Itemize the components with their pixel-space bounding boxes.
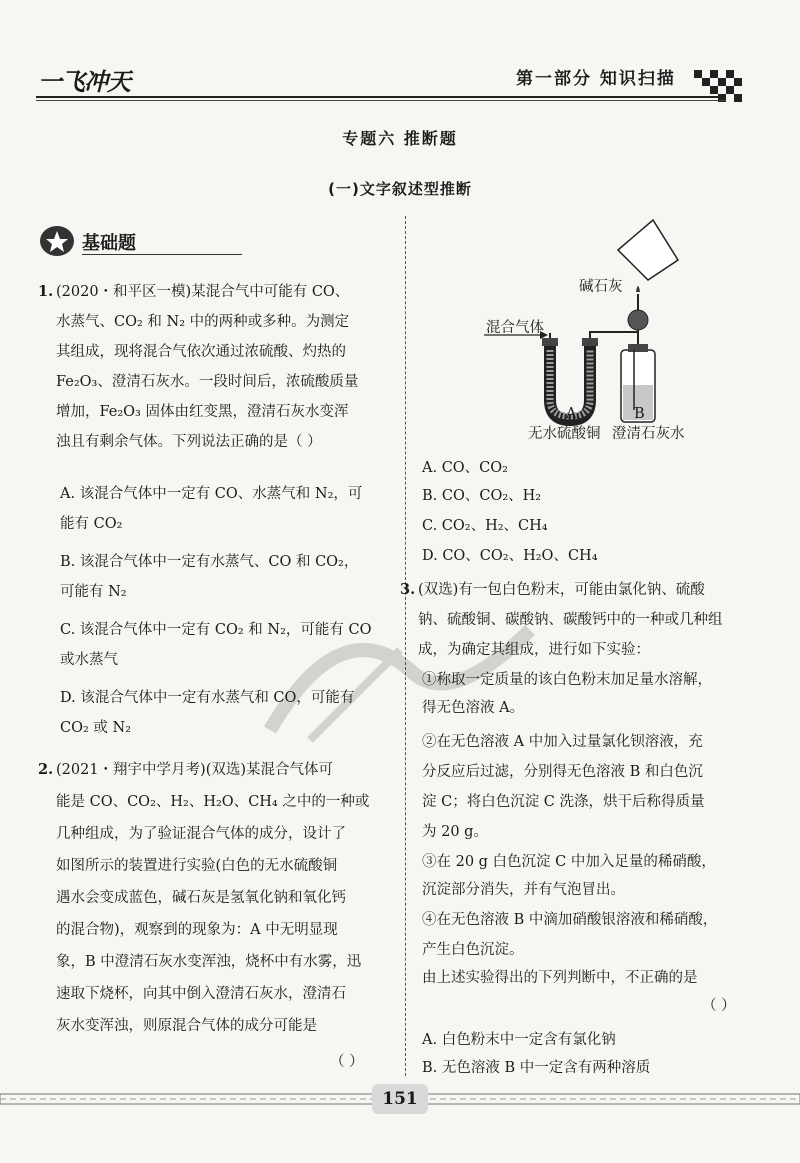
- q2-option-c: C. CO₂、H₂、CH₄: [422, 518, 548, 534]
- text-line: (2021・翔宇中学月考)(双选)某混合气体可: [56, 762, 334, 778]
- option-a: A. 该混合气体中一定有 CO、水蒸气和 N₂，可: [60, 486, 363, 502]
- soda-lime-label: 碱石灰: [579, 279, 623, 295]
- text-line: 成，为确定其组成，进行如下实验：: [418, 642, 650, 658]
- step-1-cont: 得无色溶液 A。: [422, 700, 525, 716]
- label-b: B: [634, 406, 645, 422]
- badge-underline: [82, 254, 242, 255]
- anhydrous-copper-sulfate-label: 无水硫酸铜: [528, 426, 601, 442]
- inverted-beaker: [618, 220, 678, 280]
- topic-title: 专题六 推断题: [342, 129, 458, 148]
- option-d: D. 该混合气体中一定有水蒸气和 CO，可能有: [60, 690, 355, 706]
- sub-title: (一)文字叙述型推断: [328, 180, 472, 198]
- mixed-gas-label: 混合气体: [486, 320, 544, 336]
- question-2-number: 2.: [38, 761, 54, 778]
- step-2: ②在无色溶液 A 中加入过量氯化钡溶液，充: [422, 734, 703, 750]
- text-line: 水蒸气、CO₂ 和 N₂ 中的两种或多种。为测定: [56, 314, 350, 330]
- text-line: 象，B 中澄清石灰水变浑浊，烧杯中有水雾，迅: [56, 954, 362, 970]
- limewater-label: 澄清石灰水: [612, 426, 685, 442]
- q2-option-b: B. CO、CO₂、H₂: [422, 488, 542, 504]
- step-4-cont: 产生白色沉淀。: [422, 942, 524, 958]
- star-badge-icon: [40, 226, 74, 256]
- flame-icon: [636, 286, 640, 292]
- option-c-cont: 或水蒸气: [60, 652, 118, 668]
- text-line: 其组成，现将混合气依次通过浓硫酸、灼热的: [56, 344, 346, 360]
- page-number: 151: [372, 1084, 428, 1114]
- answer-blank: （ ）: [702, 998, 736, 1014]
- answer-blank: （ ）: [330, 1054, 364, 1070]
- text-line: 能是 CO、CO₂、H₂、H₂O、CH₄ 之中的一种或: [56, 794, 370, 810]
- q3-option-a: A. 白色粉末中一定含有氯化钠: [422, 1032, 616, 1048]
- option-b: B. 该混合气体中一定有水蒸气、CO 和 CO₂，: [60, 554, 359, 570]
- text-line: 如图所示的装置进行实验(白色的无水硫酸铜: [56, 858, 338, 874]
- text-line: Fe₂O₃、澄清石灰水。一段时间后，浓硫酸质量: [56, 374, 359, 390]
- text-line: 浊且有剩余气体。下列说法正确的是（ ）: [56, 434, 322, 450]
- header-rule: [36, 96, 726, 98]
- text-line: (2020・和平区一模)某混合气中可能有 CO、: [56, 284, 350, 300]
- text-line: 增加，Fe₂O₃ 固体由红变黑，澄清石灰水变浑: [56, 404, 349, 420]
- text-line: 灰水变浑浊，则原混合气体的成分可能是: [56, 1018, 317, 1034]
- step-4: ④在无色溶液 B 中滴加硝酸银溶液和稀硝酸，: [422, 912, 718, 928]
- option-c: C. 该混合气体中一定有 CO₂ 和 N₂，可能有 CO: [60, 622, 372, 638]
- text-line: 由上述实验得出的下列判断中，不正确的是: [422, 970, 698, 986]
- step-1: ①称取一定质量的该白色粉末加足量水溶解，: [422, 672, 712, 688]
- q2-option-a: A. CO、CO₂: [422, 460, 508, 476]
- step-3-cont: 沉淀部分消失，并有气泡冒出。: [422, 882, 625, 898]
- section-label: 第一部分 知识扫描: [516, 69, 676, 89]
- option-a-cont: 能有 CO₂: [60, 516, 123, 532]
- checker-ornament: [694, 70, 744, 104]
- book-logo: 一飞冲天: [38, 68, 130, 96]
- text-line: 钠、硫酸铜、碳酸钠、碳酸钙中的一种或几种组: [418, 612, 723, 628]
- text-line: 几种组成，为了验证混合气体的成分，设计了: [56, 826, 346, 842]
- text-line: (双选)有一包白色粉末，可能由氯化钠、硫酸: [418, 582, 705, 598]
- watermark-logo-icon: [250, 590, 550, 760]
- option-b-cont: 可能有 N₂: [60, 584, 127, 600]
- label-a: A: [566, 406, 577, 422]
- text-line: 的混合物)，观察到的现象为：A 中无明显现: [56, 922, 338, 938]
- basic-questions-badge: [40, 226, 240, 256]
- text-line: 速取下烧杯，向其中倒入澄清石灰水，澄清石: [56, 986, 346, 1002]
- text-line: 遇水会变成蓝色，碱石灰是氢氧化钠和氧化钙: [56, 890, 346, 906]
- step-2-cont: 分反应后过滤，分别得无色溶液 B 和白色沉: [422, 764, 703, 780]
- badge-label: 基础题: [82, 233, 136, 254]
- q2-option-d: D. CO、CO₂、H₂O、CH₄: [422, 548, 598, 564]
- question-3-number: 3.: [400, 581, 416, 598]
- question-1-number: 1.: [38, 283, 54, 300]
- option-d-cont: CO₂ 或 N₂: [60, 720, 132, 736]
- step-2-cont: 为 20 g。: [422, 824, 488, 840]
- q3-option-b: B. 无色溶液 B 中一定含有两种溶质: [422, 1060, 651, 1076]
- step-2-cont: 淀 C；将白色沉淀 C 洗涤，烘干后称得质量: [422, 794, 705, 810]
- header-rule-thin: [36, 100, 726, 101]
- step-3: ③在 20 g 白色沉淀 C 中加入足量的稀硝酸，: [422, 854, 716, 870]
